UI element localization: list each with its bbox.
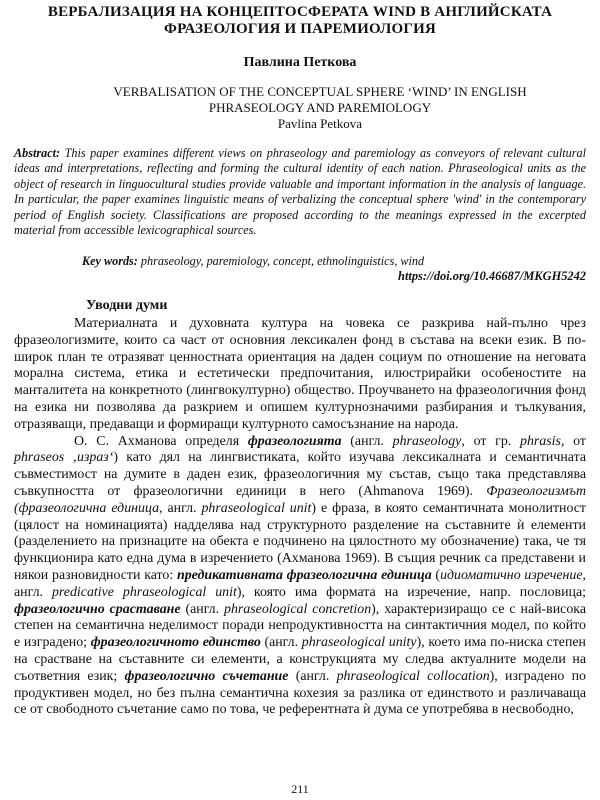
abstract-label: Abstract: xyxy=(14,146,61,160)
title-bulgarian-line1: ВЕРБАЛИЗАЦИЯ НА КОНЦЕПТОСФЕРАТА WIND В АНГЛИЙСКАТА xyxy=(47,4,553,20)
term-english: phraseological unit xyxy=(201,500,312,516)
term-unity: фразеологичното единство xyxy=(90,635,261,651)
term-greek: phraseos ‚израз‘ xyxy=(14,450,114,466)
text-run: (англ. xyxy=(341,433,393,449)
doi-link[interactable]: https://doi.org/10.46687/MKGH5242 xyxy=(398,269,586,283)
abstract-text: This paper examines different views on phraseology and paremiology as conveyors of relevant cultural ideas and interpretations, reflecting and forming the cultural identity of each nation. Phraseological units as the object of research in linguocultural studies provide valuable and important information in the analysis of language. In particular, the paper examines linguistic means of verbalizing the conceptual sphere 'wind' in the contemporary period of English society. Classifications are proposed according to the meanings expressed in the excerpted material from accessible lexicographical sources. xyxy=(14,146,586,238)
text-run: (англ. xyxy=(260,635,302,651)
text-run: ), изградено по продуктивен модел, но без пълна семантична кохезия за разлика от единството и различаваща се от свободното съчетание само по това, че референтната ѝ дума се употребява в несвободно, xyxy=(14,668,587,718)
page-number: 211 xyxy=(291,782,309,796)
title-english-line1: VERBALISATION OF THE CONCEPTUAL SPHERE ‘WIND’ IN ENGLISH xyxy=(113,84,527,99)
term-idiomatic-sentence: идиоматично изречение xyxy=(440,567,583,583)
term-english: predicative phraseological unit xyxy=(51,584,237,600)
term-english: phraseological concretion xyxy=(224,601,372,617)
section-heading: Уводни думи xyxy=(86,298,168,313)
term-phraseology: фразеологията xyxy=(247,433,342,449)
body-paragraph-2 xyxy=(14,434,586,720)
body-paragraph-1: Материалната и духовната култура на човека се разкрива най-пълно чрез фразеологизмите, които са част от основния лексикален фонд в състава на всеки език. В по-широк план те отразяват ценностната ориентация на даден социум по отношение на неговата морална система, етика и естетически предпочитания, илюстрирайки особеностите на манталитета на конкретното (лингвокултурно) общество. Проучването на фразеологичния фонд на езика ни позволява да разкрием и опишем културнозначими разбирания и тълкувания, отразяващи, предаващи и формиращи културното самосъзнание на народа. xyxy=(14,316,586,432)
term-english: phraseology xyxy=(392,433,462,449)
keywords-text: phraseology, paremiology, concept, ethnolinguistics, wind xyxy=(137,254,425,268)
text-run: , от xyxy=(560,433,586,449)
text-run: ) като дял на лингвистиката, който изучава лексикалната и семантичната съвместимост на думите в даден език, фразеологичния му състав, също така представлява съвкупността от фразеологични единици в него (Ahmanova 1969). xyxy=(14,450,586,499)
keywords-label: Key words: xyxy=(82,254,138,268)
title-english-line2: PHRASEOLOGY AND PAREMIOLOGY xyxy=(208,100,432,115)
title-bulgarian xyxy=(30,4,570,38)
term-collocation: фразеологично съчетание xyxy=(124,668,289,684)
term-predicative-unit: предикативната фразеологична единица xyxy=(177,567,432,583)
author-english: Pavlina Petkova xyxy=(277,116,363,131)
term-greek: phrasis xyxy=(520,433,561,449)
text-run: ), характеризиращо се с най-висока степен на семантична неделимост поради непродуктивността на синтактичния модел, по който е изградено; xyxy=(14,601,586,651)
text-run: , от гр. xyxy=(461,433,521,449)
text-run: ), което има по-ниска степен на срастване на съставните си елементи, а конструкцията му следва актуалните модели на съответния език; xyxy=(14,635,586,684)
term-phraseologism: Фразеологизмът (фразеологична единица xyxy=(14,483,586,516)
text-run: ( xyxy=(431,567,441,583)
text-run: (англ. xyxy=(288,668,337,684)
text-run: ), която има формата на изречение, напр. пословица; xyxy=(236,584,586,600)
abstract xyxy=(14,146,586,238)
author-bulgarian: Павлина Петкова xyxy=(243,55,357,70)
text-run: ) е фраза, в която семантичната монолитност (цялост на номинацията) надделява над структурното разделение на съставните ѝ елементи (разделението на признаците на обекта е подчинено на цялостното му обозначение) така, че тя функционира като една дума в изречението (Ахманова 1969). В същия речник са представени и някои разновидности като: xyxy=(14,500,587,583)
title-english xyxy=(60,84,580,116)
text-run: , англ. xyxy=(159,500,202,516)
text-run: О. С. Ахманова определя xyxy=(74,433,248,449)
title-bulgarian-line2: ФРАЗЕОЛОГИЯ И ПАРЕМИОЛОГИЯ xyxy=(164,21,436,37)
body-text xyxy=(14,316,586,719)
text-run: , англ. xyxy=(14,567,586,600)
term-english: phraseological collocation xyxy=(336,668,490,684)
term-concretion: фразеологично сраставане xyxy=(14,601,181,617)
text-run: (англ. xyxy=(180,601,225,617)
keywords xyxy=(82,254,582,269)
term-english: phraseological unity xyxy=(301,635,417,651)
